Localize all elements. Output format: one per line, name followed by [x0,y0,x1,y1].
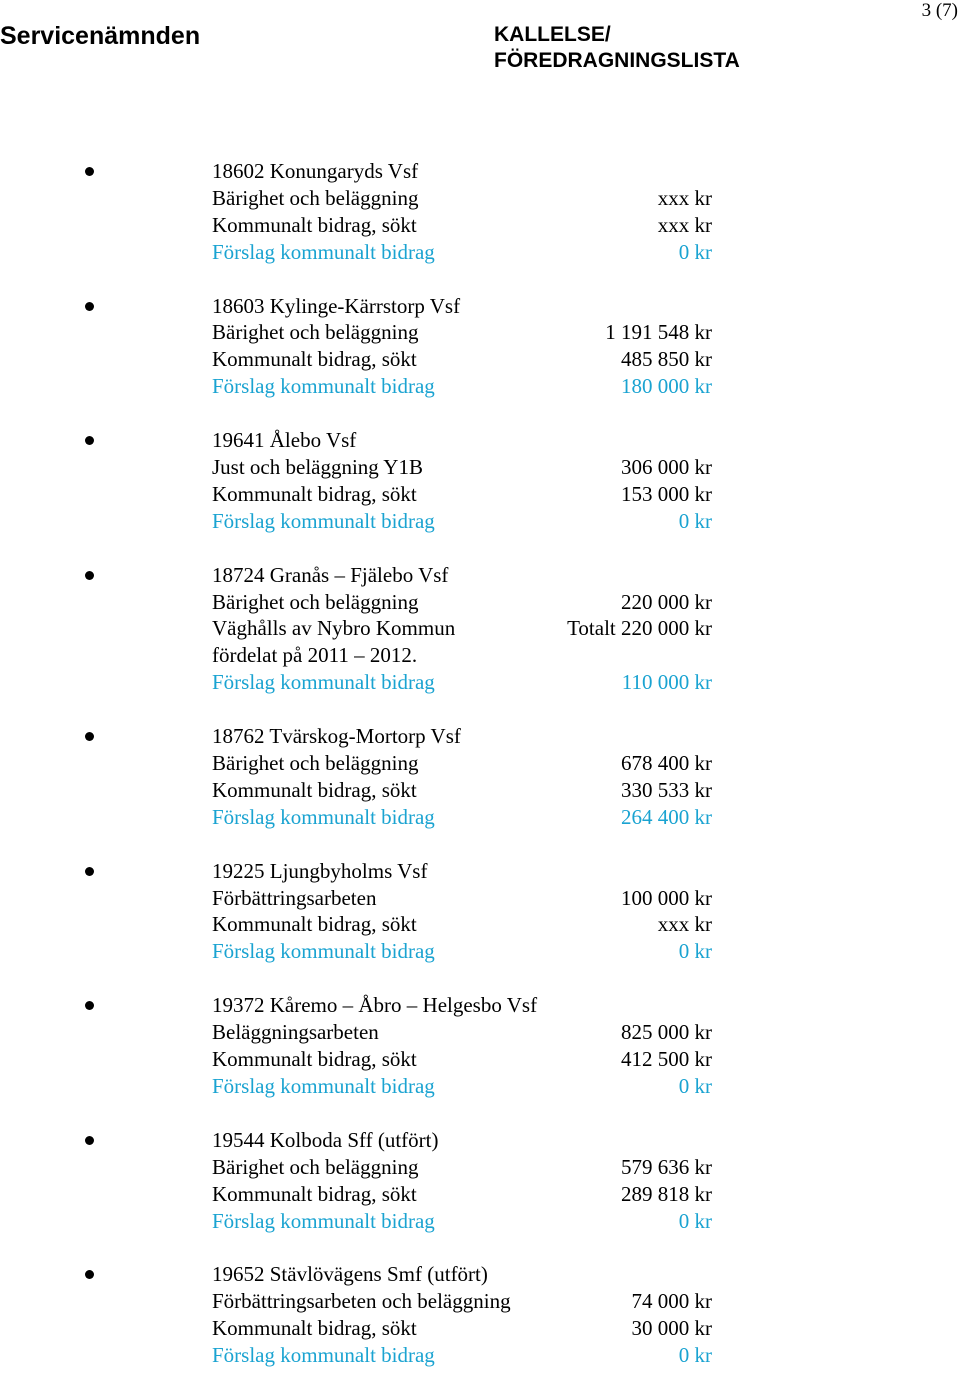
detail-label: Bärighet och beläggning [212,185,419,210]
bullet-icon [85,732,94,741]
grant-item [0,723,960,831]
proposal-amount: 0 kr [678,1073,712,1098]
proposal-row [0,938,960,965]
detail-label: Kommunalt bidrag, sökt [212,777,417,802]
bullet-icon [85,302,94,311]
bullet-icon [85,436,94,445]
detail-row [0,1315,960,1342]
detail-row [0,911,960,938]
detail-amount: 825 000 kr [621,1020,712,1045]
detail-row [0,777,960,804]
grant-item [0,1127,960,1235]
proposal-label: Förslag kommunalt bidrag [212,670,435,695]
item-title: 18603 Kylinge-Kärrstorp Vsf [212,293,461,318]
item-title-row [0,992,960,1019]
proposal-amount: 0 kr [678,939,712,964]
bullet-icon [85,167,94,176]
proposal-row [0,804,960,831]
proposal-amount: 0 kr [678,1343,712,1368]
grant-item-list [0,158,960,1396]
item-title-row [0,1127,960,1154]
detail-label: Bärighet och beläggning [212,320,419,345]
detail-label: Kommunalt bidrag, sökt [212,1047,417,1072]
detail-amount: 74 000 kr [631,1289,712,1314]
grant-item [0,1261,960,1369]
proposal-row [0,669,960,696]
detail-label: Väghålls av Nybro Kommun [212,616,456,641]
detail-label: Kommunalt bidrag, sökt [212,212,417,237]
item-title-row [0,1261,960,1288]
document-type [494,22,740,74]
grant-item [0,992,960,1100]
detail-label: Beläggningsarbeten [212,1020,379,1045]
detail-amount: xxx kr [657,185,712,210]
detail-label: Bärighet och beläggning [212,589,419,614]
detail-label: Kommunalt bidrag, sökt [212,347,417,372]
grant-item [0,562,960,696]
item-title-row [0,293,960,320]
detail-amount: 1 191 548 kr [605,320,712,345]
bullet-icon [85,571,94,580]
item-title-row [0,858,960,885]
detail-label: Kommunalt bidrag, sökt [212,481,417,506]
proposal-label: Förslag kommunalt bidrag [212,939,435,964]
bullet-icon [85,1001,94,1010]
item-title: 18724 Granås – Fjälebo Vsf [212,562,449,587]
proposal-label: Förslag kommunalt bidrag [212,1073,435,1098]
item-title: 19544 Kolboda Sff (utfört) [212,1127,439,1152]
detail-amount: 678 400 kr [621,751,712,776]
detail-amount: xxx kr [657,212,712,237]
proposal-label: Förslag kommunalt bidrag [212,804,435,829]
bullet-icon [85,867,94,876]
proposal-amount: 180 000 kr [621,374,712,399]
detail-label: fördelat på 2011 – 2012. [212,643,418,668]
document-type-line-2: FÖREDRAGNINGSLISTA [494,49,740,72]
detail-amount: 30 000 kr [631,1316,712,1341]
proposal-row [0,1208,960,1235]
bullet-icon [85,1270,94,1279]
detail-row [0,615,960,642]
proposal-label: Förslag kommunalt bidrag [212,508,435,533]
detail-amount: 220 000 kr [621,589,712,614]
proposal-row [0,1073,960,1100]
proposal-amount: 0 kr [678,1208,712,1233]
item-title: 19225 Ljungbyholms Vsf [212,858,428,883]
detail-row [0,885,960,912]
detail-label: Just och beläggning Y1B [212,455,423,480]
proposal-label: Förslag kommunalt bidrag [212,1343,435,1368]
detail-amount: 153 000 kr [621,481,712,506]
detail-row [0,185,960,212]
detail-label: Förbättringsarbeten och beläggning [212,1289,511,1314]
detail-label: Kommunalt bidrag, sökt [212,1181,417,1206]
proposal-row [0,373,960,400]
detail-row [0,319,960,346]
document-type-line-1: KALLELSE/ [494,23,611,46]
proposal-row [0,239,960,266]
item-title-row [0,723,960,750]
detail-amount: 330 533 kr [621,777,712,802]
item-title: 18602 Konungaryds Vsf [212,159,419,183]
grant-item [0,293,960,401]
detail-row [0,750,960,777]
item-title: 19652 Stävlövägens Smf (utfört) [212,1262,488,1287]
item-title-row [0,427,960,454]
detail-row [0,589,960,616]
detail-amount: Totalt 220 000 kr [567,616,712,641]
detail-amount: 289 818 kr [621,1181,712,1206]
detail-amount: 412 500 kr [621,1047,712,1072]
detail-row [0,346,960,373]
detail-row [0,1288,960,1315]
item-title: 19372 Kåremo – Åbro – Helgesbo Vsf [212,993,538,1018]
detail-row [0,212,960,239]
detail-amount: xxx kr [657,912,712,937]
detail-row [0,1154,960,1181]
detail-row [0,642,960,669]
detail-label: Kommunalt bidrag, sökt [212,912,417,937]
detail-amount: 485 850 kr [621,347,712,372]
item-title-row [0,158,960,185]
item-title: 18762 Tvärskog-Mortorp Vsf [212,724,461,749]
item-title: 19641 Ålebo Vsf [212,428,357,453]
proposal-amount: 264 400 kr [621,804,712,829]
detail-row [0,1046,960,1073]
detail-amount: 306 000 kr [621,455,712,480]
grant-item [0,858,960,966]
detail-label: Förbättringsarbeten [212,885,377,910]
proposal-label: Förslag kommunalt bidrag [212,239,435,264]
committee-title: Servicenämnden [0,22,201,50]
detail-label: Kommunalt bidrag, sökt [212,1316,417,1341]
page-number: 3 (7) [921,0,958,21]
detail-row [0,1019,960,1046]
detail-amount: 579 636 kr [621,1154,712,1179]
proposal-label: Förslag kommunalt bidrag [212,1208,435,1233]
bullet-icon [85,1136,94,1145]
proposal-amount: 0 kr [678,508,712,533]
detail-row [0,481,960,508]
detail-row [0,1181,960,1208]
detail-label: Bärighet och beläggning [212,751,419,776]
grant-item [0,427,960,535]
proposal-label: Förslag kommunalt bidrag [212,374,435,399]
proposal-row [0,1342,960,1369]
proposal-amount: 0 kr [678,239,712,264]
detail-amount: 100 000 kr [621,885,712,910]
grant-item [0,158,960,266]
proposal-amount: 110 000 kr [621,670,712,695]
detail-row [0,454,960,481]
detail-label: Bärighet och beläggning [212,1154,419,1179]
item-title-row [0,562,960,589]
proposal-row [0,508,960,535]
